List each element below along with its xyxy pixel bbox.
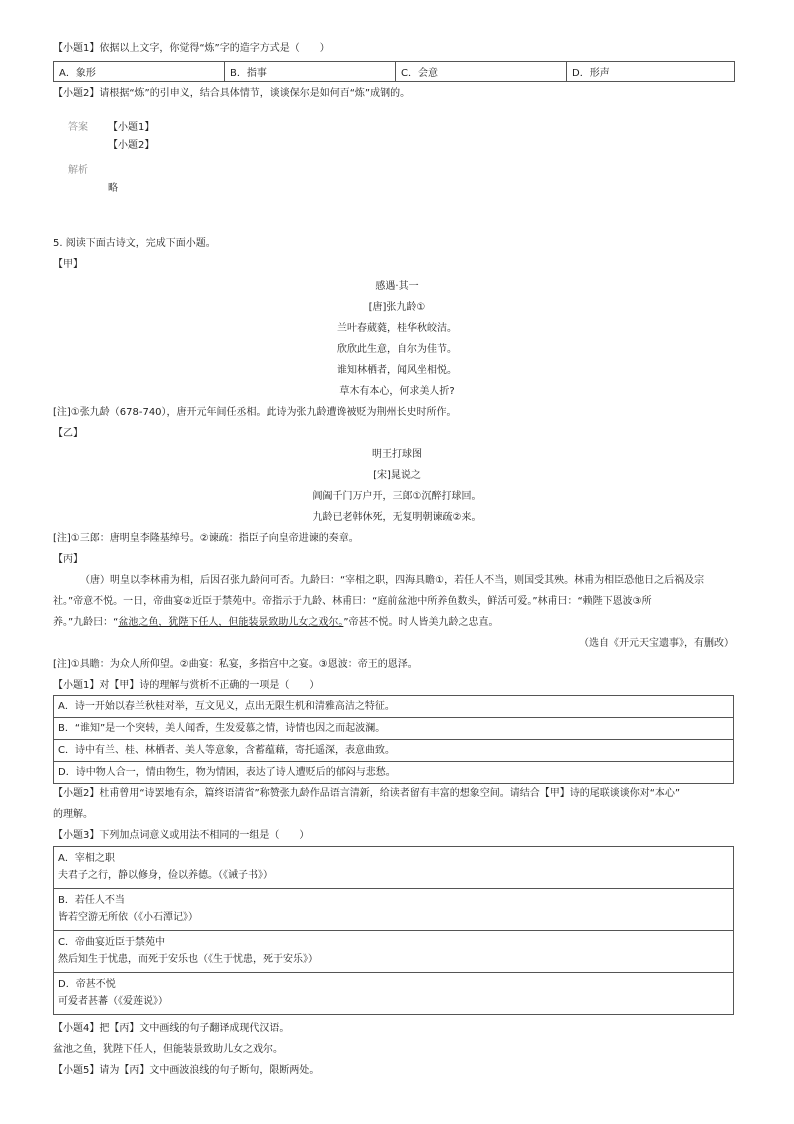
sq4-stem: 【小题4】把【丙】文中画线的句子翻译成现代汉语。: [53, 1023, 290, 1034]
yi-author: [宋]晁说之: [373, 470, 421, 481]
q2-stem: 【小题2】请根据“炼”的引申义，结合具体情节，谈谈保尔是如何百“炼”成钢的。: [53, 88, 411, 99]
sq3-option-a-phrase: A．宰相之职: [58, 853, 115, 864]
jia-line-2: 欣欣此生意，自尔为佳节。: [337, 344, 457, 355]
answer-label: 答案: [68, 122, 88, 133]
sq3-option-d-reference: 可爱者甚蕃（《爱莲说》）: [58, 996, 168, 1007]
bing-tag: 【丙】: [53, 554, 83, 565]
bing-source: （选自《开元天宝遗事》，有删改）: [579, 638, 734, 649]
sq3-stem: 【小题3】下列加点词意义或用法不相同的一组是（ ）: [53, 830, 310, 841]
sq3-option-d-phrase: D．帝甚不悦: [58, 979, 116, 990]
sq2-line-1: 【小题2】杜甫曾用“诗罢地有余，篇终语清省”称赞张九龄作品语言清新，给读者留有丰富的想象空间。请结合【甲】诗的尾联谈谈你对“本心”: [53, 788, 681, 799]
q5-intro: 5. 阅读下面古诗文，完成下面小题。: [53, 238, 216, 249]
yi-line-2: 九龄已老韩休死，无复明朝谏疏②来。: [312, 512, 482, 523]
jia-line-3: 谁知林栖者，闻风坐相悦。: [337, 365, 457, 376]
q1-option-b[interactable]: B．指事: [225, 62, 396, 82]
sq3-option-b-reference: 皆若空游无所依（《小石潭记》）: [58, 912, 198, 923]
sq3-option-c-phrase: C．帝曲宴近臣于禁苑中: [58, 937, 165, 948]
bing-note: [注]①具瞻：为众人所仰望。②曲宴：私宴，多指宫中之宴。③恩波：帝王的恩泽。: [53, 659, 418, 670]
sq3-option-c-reference: 然后知生于忧患，而死于安乐也（《生于忧患，死于安乐》）: [58, 954, 318, 965]
q1-option-a[interactable]: A．象形: [54, 62, 225, 82]
bing-text-line-3-post: ”帝甚不悦。时人皆美九龄之忠直。: [343, 617, 499, 628]
sq2-line-2: 的理解。: [53, 809, 93, 820]
q1-stem: 【小题1】依据以上文字，你觉得“炼”字的造字方式是（ ）: [53, 43, 330, 54]
sq1-option-b[interactable]: B．“谁知”是一个突转，美人闻香，生发爱慕之情，诗情也因之而起波澜。: [54, 718, 733, 740]
sq3-option-b-phrase: B．若任人不当: [58, 895, 125, 906]
sq3-option-a[interactable]: [54, 847, 733, 889]
bing-text-line-2: 社。”帝意不悦。一日，帝曲宴②近臣于禁苑中。帝指示于九龄、林甫曰：“庭前盆池中所养鱼数头，鲜活可爱。”林甫曰：“赖陛下恩波③所: [53, 596, 652, 607]
sq5-stem: 【小题5】请为【丙】文中画波浪线的句子断句，限断两处。: [53, 1065, 320, 1076]
sq3-options-box: [53, 846, 734, 1015]
q1-options-table: [53, 61, 735, 82]
sq1-stem: 【小题1】对【甲】诗的理解与赏析不正确的一项是（ ）: [53, 680, 320, 691]
bing-text-line-3: [53, 616, 499, 630]
sq1-option-a[interactable]: A．诗一开始以春兰秋桂对举，互文见义，点出无限生机和清雅高洁之特征。: [54, 696, 733, 718]
q1-option-c[interactable]: C．会意: [396, 62, 567, 82]
yi-note: [注]①三郎：唐明皇李隆基绰号。②谏疏：指臣子向皇帝进谏的奏章。: [53, 533, 359, 544]
jia-title: 感遇·其一: [375, 281, 419, 292]
sq4-sentence: 盆池之鱼，犹陛下任人，但能装景致助儿女之戏尔。: [53, 1044, 283, 1055]
yi-line-1: 阊阖千门万户开，三郎①沉醉打球回。: [312, 491, 482, 502]
sq1-option-d[interactable]: D．诗中物人合一，情由物生，物为情困，表达了诗人遭贬后的郁闷与悲愁。: [58, 767, 396, 778]
sq3-option-b[interactable]: [54, 889, 733, 931]
sq3-option-c[interactable]: [54, 931, 733, 973]
q1-option-d[interactable]: D．形声: [567, 62, 735, 82]
answer-line-1: 【小题1】: [108, 122, 155, 133]
jia-line-1: 兰叶春葳蕤，桂华秋皎洁。: [337, 323, 457, 334]
bing-underlined-sentence: 盆池之鱼，犹陛下任人，但能装景致助儿女之戏尔。: [118, 617, 344, 628]
sq1-option-c[interactable]: C．诗中有兰、桂、林栖者、美人等意象，含蓄蕴藉，寄托遥深，表意曲致。: [54, 740, 733, 762]
jia-tag: 【甲】: [53, 259, 83, 270]
analysis-text: 略: [108, 183, 118, 194]
sq3-option-a-reference: 夫君子之行，静以修身，俭以养德。（《诫子书》）: [58, 870, 273, 881]
sq3-option-d[interactable]: [54, 973, 733, 1014]
jia-line-4: 草木有本心，何求美人折?: [339, 386, 455, 397]
sq1-options-box: [53, 695, 734, 784]
yi-tag: 【乙】: [53, 428, 83, 439]
answer-line-2: 【小题2】: [108, 140, 155, 151]
analysis-label: 解析: [68, 165, 88, 176]
yi-title: 明王打球图: [372, 449, 422, 460]
jia-note: [注]①张九龄（678-740），唐开元年间任丞相。此诗为张九龄遭谗被贬为荆州长史时所作。: [53, 407, 457, 418]
bing-text-line-1: （唐）明皇以李林甫为相，后因召张九龄问可否。九龄曰：“宰相之职，四海具瞻①，若任人不当，则国受其殃。林甫为相臣恐他日之后祸及宗: [80, 575, 705, 586]
jia-author: [唐]张九龄①: [368, 302, 426, 313]
bing-text-line-3-pre: 养。”九龄曰：“: [53, 617, 119, 628]
